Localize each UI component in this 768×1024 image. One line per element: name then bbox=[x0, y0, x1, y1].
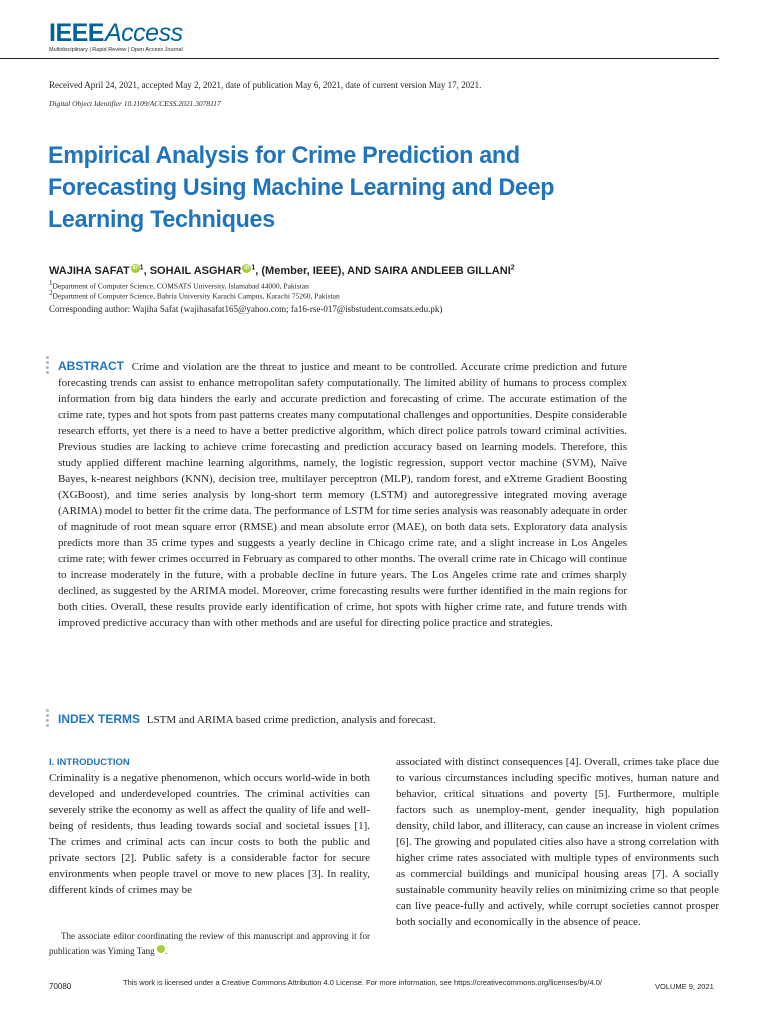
abstract bbox=[58, 358, 627, 631]
introduction-right-column: associated with distinct consequences [4]. Overall, crimes take place due to various circumstances including specific motives, human nature and behavior, critical situations and poverty [5]. Furthermore, multiple factors such as unemploy-ment, gender inequality, high population density, child labor, and illiteracy, can cause an increase in violent crimes [6]. The growing and populated cities also have a strong correlation with higher crime rates associated with multiple types of environments such as commercial buildings and municipal housing areas [7]. A socially sustainable community heavily relies on minimizing crime so that people can live peace-fully and actively, while corrupt societies cannot prosper both socially and economically in the absence of peace. bbox=[396, 756, 719, 928]
author-name: WAJIHA SAFAT bbox=[49, 265, 130, 277]
volume-info: VOLUME 9, 2021 bbox=[655, 982, 714, 991]
author-affiliation-mark: 1 bbox=[251, 264, 256, 272]
header-rule bbox=[0, 58, 719, 59]
orcid-icon[interactable]: iD bbox=[157, 945, 165, 953]
affiliation-text: Department of Computer Science, COMSATS University, Islamabad 44000, Pakistan bbox=[52, 281, 309, 291]
logo-access-text: Access bbox=[104, 19, 183, 47]
logo-tagline: Multidisciplinary | Rapid Review | Open Access Journal bbox=[49, 47, 183, 53]
page-number: 70080 bbox=[49, 982, 72, 991]
publication-dates: Received April 24, 2021, accepted May 2, 2021, date of publication May 6, 2021, date of current version May 17, 2021. bbox=[49, 80, 482, 90]
index-terms-text: LSTM and ARIMA based crime prediction, analysis and forecast. bbox=[146, 714, 436, 726]
logo-ieee-text: IEEE bbox=[49, 19, 104, 47]
orcid-icon[interactable]: iD bbox=[244, 265, 250, 271]
section-marker-icon bbox=[46, 356, 51, 376]
corresponding-author: Corresponding author: Wajiha Safat (wajihasafat165@yahoo.com; fa16-rse-017@isbstudent.comsats.edu.pk) bbox=[49, 304, 443, 314]
index-terms-label: INDEX TERMS bbox=[58, 712, 141, 726]
author-affiliation-mark: 2 bbox=[510, 264, 515, 272]
affiliation-text: Department of Computer Science, Bahria University Karachi Campus, Karachi 75260, Pakistan bbox=[52, 291, 340, 301]
affiliation bbox=[49, 289, 340, 301]
editor-footnote bbox=[49, 929, 370, 959]
orcid-icon[interactable]: iD bbox=[132, 265, 138, 271]
paper-title: Empirical Analysis for Crime Prediction and Forecasting Using Machine Learning and Deep Learning Techniques bbox=[48, 142, 555, 233]
abstract-label: ABSTRACT bbox=[58, 359, 124, 373]
doi: Digital Object Identifier 10.1109/ACCESS.2021.3078117 bbox=[49, 99, 221, 108]
index-terms bbox=[58, 711, 627, 728]
footnote-end: . bbox=[164, 946, 168, 956]
affiliation-mark: 1 bbox=[49, 279, 53, 287]
license-notice[interactable]: This work is licensed under a Creative Commons Attribution 4.0 License. For more information, see https://creativecommons.org/licenses/by/4.0/ bbox=[123, 978, 602, 987]
section-heading-introduction: I. INTRODUCTION bbox=[49, 757, 130, 768]
introduction-left-column: Criminality is a negative phenomenon, which occurs world-wide in both developed and underdeveloped countries. The criminal activities can severely strike the economy as well as affect the quality of life and well-being of residents, thus leading towards social and societal issues [1]. The crimes and criminal acts can incur costs to both the public and private sectors [2]. Public safety is a considerable factor for secure environments when people travel or move to new places [3]. In reality, different kinds of crimes may be bbox=[49, 772, 370, 896]
section-marker-icon bbox=[46, 709, 51, 729]
author-list bbox=[49, 264, 515, 277]
ieee-access-logo bbox=[49, 19, 183, 48]
footnote-text: The associate editor coordinating the review of this manuscript and approving it for publication was Yiming Tang bbox=[49, 931, 370, 956]
author-name: , SOHAIL ASGHAR bbox=[143, 265, 242, 277]
abstract-text: Crime and violation are the threat to justice and meant to be controlled. Accurate crime prediction and future forecasting trends can assist to enhance metropolitan safety computationally. The limited ability of humans to process complex information from big data hinders the early and accurate prediction and forecasting of crime. The accurate estimation of the crime rate, types and hot spots from past patterns creates many computational challenges and opportunities. Despite considerable research efforts, yet there is a need to have a better predictive algorithm, which direct police patrols toward criminal activities. Previous studies are lacking to achieve crime forecasting and prediction accuracy based on learning models. Therefore, this study applied different machine learning algorithms, namely, the logistic regression, support vector machine (SVM), Naïve Bayes, k-nearest neighbors (KNN), decision tree, multilayer perceptron (MLP), random forest, and eXtreme Gradient Boosting (XGBoost), and time series analysis by long-short term memory (LSTM) and autoregressive integrated moving average (ARIMA) model to better fit the crime data. The performance of LSTM for time series analysis was reasonably adequate in order of magnitude of root mean square error (RMSE) and mean absolute error (MAE), on both data sets. Exploratory data analysis predicts more than 35 crime types and suggests a yearly decline in Chicago crime rate, and a slight increase in Los Angeles crime rate; with fewer crimes occurred in February as compared to other months. The overall crime rate in Chicago will continue to increase moderately in the future, with a probable decline in future years. The Los Angeles crime rate and crimes sharply declined, as suggested by the ARIMA model. Moreover, crime forecasting results were further identified in the main regions for both cities. Overall, these results provide early identification of crime, hot spots with higher crime rate, and future trends with improved predictive accuracy than with other methods and are useful for directing police practice and strategies. bbox=[58, 361, 627, 629]
affiliation-mark: 2 bbox=[49, 289, 53, 297]
author-name: , (Member, IEEE), AND SAIRA ANDLEEB GILLANI bbox=[255, 265, 511, 277]
author-affiliation-mark: 1 bbox=[139, 264, 144, 272]
